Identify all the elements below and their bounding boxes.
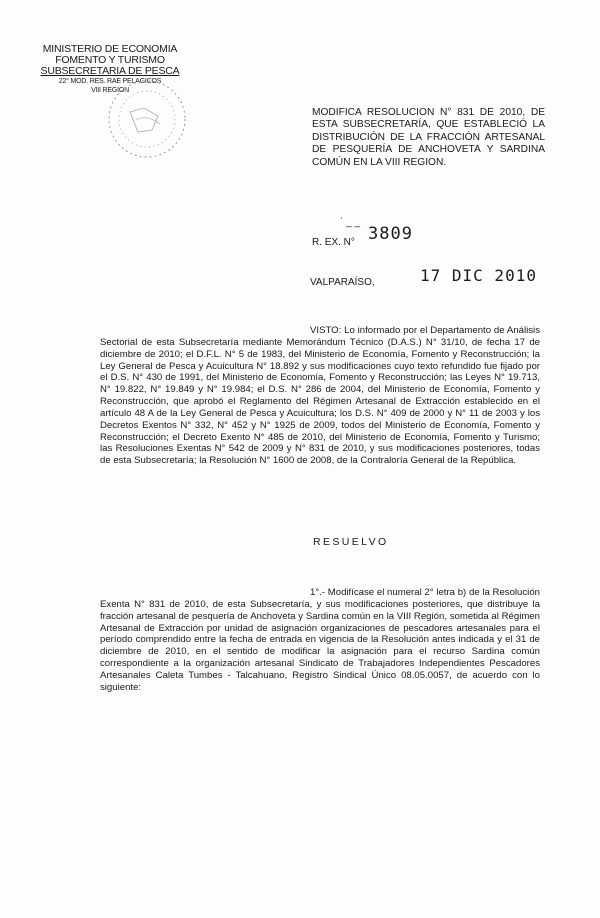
resolution-label: R. EX. N° — [312, 237, 355, 248]
document-title: MODIFICA RESOLUCION N° 831 DE 2010, DE ESTA SUBSECRETARÍA, QUE ESTABLECIÓ LA DISTRIBUCIÓN DE LA FRACCIÓN ARTESANAL DE PESQUERÍA DE ANCHOVETA Y SARDINA COMÚN EN LA VIII REGION. — [312, 107, 545, 168]
point-1-paragraph: 1°.- Modifícase el numeral 2° letra b) de la Resolución Exenta N° 831 de 2010, de esta Subsecretaría, y sus modificaciones posteriores, que distribuye la fracción artesanal de pesquería de Anchoveta y Sardina común en la VIII Región, sometida al Régimen Artesanal de Extracción por unidad de asignación organizaciones de pescadores artesanales para el período comprendido entre la fecha de entrada en vigencia de la Resolución antes indicada y el 31 de diciembre de 2010, en el sentido de modificar la asignación para el recurso Sardina común correspondiente a la organización artesanal Sindicato de Trabajadores Independientes Pescadores Artesanales Caleta Tumbes - Talcahuano, Registro Sindical Único 08.05.0057, de acuerdo con lo siguiente: — [100, 587, 540, 693]
place-label: VALPARAÍSO, — [310, 277, 375, 288]
resuelvo-heading: RESUELVO — [313, 536, 389, 548]
ministry-name: MINISTERIO DE ECONOMIA — [42, 43, 178, 55]
resolution-number-block — [312, 224, 413, 248]
document-code: 22° MOD. RES. RAE PELAGICOS — [58, 78, 162, 85]
resolution-number: 3809 — [368, 224, 413, 244]
ministry-subtitle: FOMENTO Y TURISMO — [55, 54, 165, 66]
margin-mark: ˈ _ _ — [340, 217, 361, 228]
region-label: VIII REGION — [91, 87, 129, 94]
visto-paragraph: VISTO: Lo informado por el Departamento de Análisis Sectorial de esta Subsecretaría mediante Memorándum Técnico (D.A.S.) N° 31/10, de fecha 17 de diciembre de 2010; el D.F.L. N° 5 de 1983, del Ministerio de Economía, Fomento y Reconstrucción; la Ley General de Pesca y Acuicultura N° 18.892 y sus modificaciones cuyo texto refundido fue fijado por el D.S. N° 430 de 1991, del Ministerio de Economía, Fomento y Reconstrucción; las Leyes N° 19.713, N° 19.822, N° 19.849 y N° 19.984; el D.S. N° 286 de 2004, del Ministerio de Economía, Fomento y Reconstrucción, que aprobó el Reglamento del Régimen Artesanal de Extracción establecido en el artículo 48 A de la Ley General de Pesca y Acuicultura; los D.S. N° 409 de 2000 y N° 11 de 2003 y los Decretos Exentos N° 332, N° 452 y N° 1925 de 2009, todos del Ministerio de Economía, Fomento y Reconstrucción; el Decreto Exento N° 485 de 2010, del Ministerio de Economía, Fomento y Turismo; las Resoluciones Exentas N° 542 de 2009 y N° 831 de 2010, y sus modificaciones posteriores, todas de esta Subsecretaría; la Resolución N° 1600 de 2008, de la Contraloría General de la República. — [100, 325, 540, 467]
date-stamp: 17 DIC 2010 — [420, 266, 537, 285]
subsecretaria-name: SUBSECRETARIA DE PESCA — [40, 65, 180, 77]
official-stamp-icon — [100, 72, 195, 167]
